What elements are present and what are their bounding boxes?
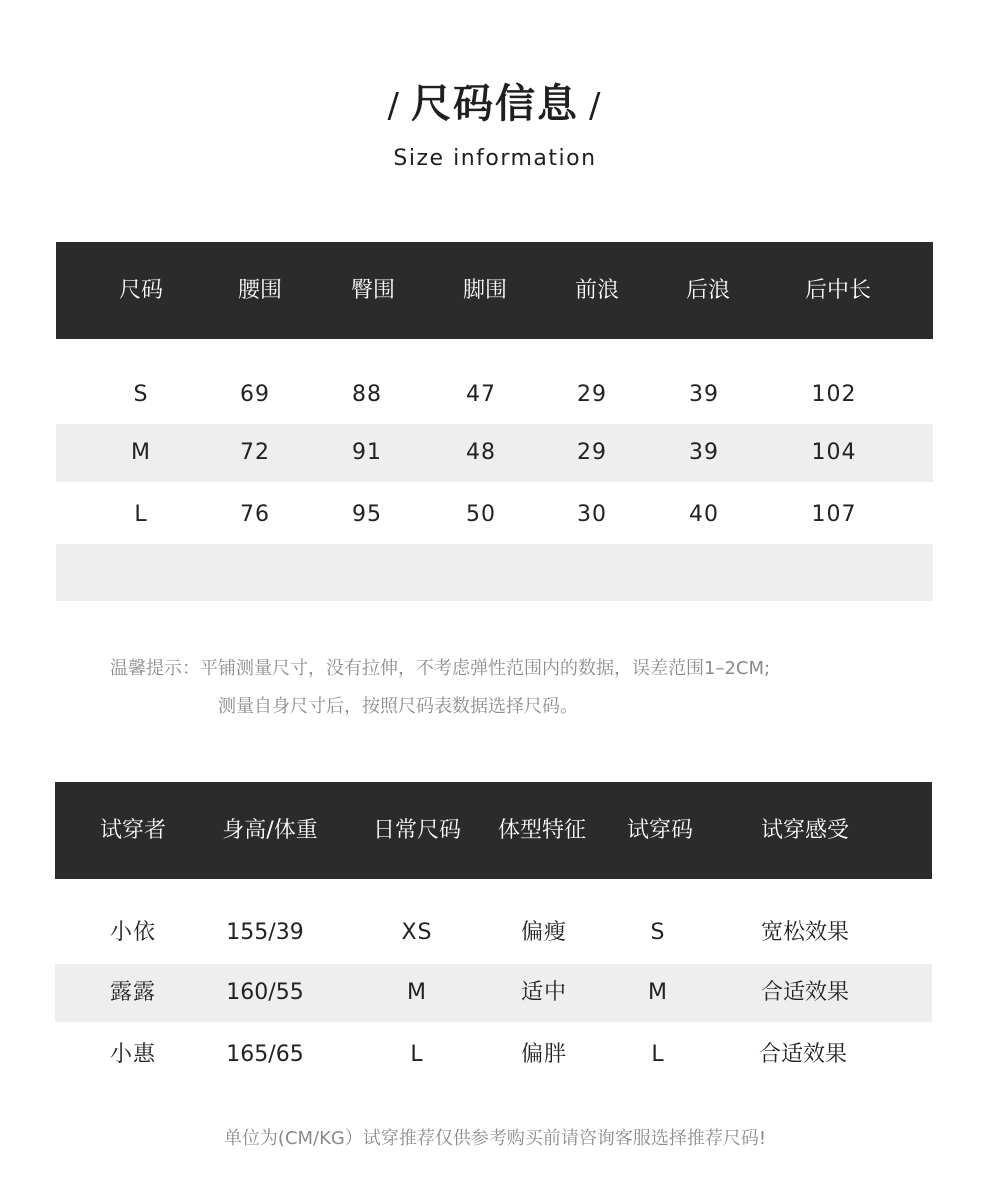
table-cell: 50: [466, 502, 496, 527]
tryon-header-cell: 试穿感受: [760, 818, 849, 843]
page-title: [378, 81, 613, 127]
size-header-cell: 脚围: [462, 278, 507, 303]
table-filler-row: [56, 544, 933, 601]
title-slash-right: /: [589, 86, 603, 126]
table-cell: 69: [240, 382, 270, 407]
tryon-table: [55, 782, 932, 1082]
table-cell: 104: [811, 440, 857, 465]
table-cell: L: [651, 1042, 665, 1067]
size-header-cell: 腰围: [237, 278, 282, 303]
tip-note: [110, 650, 770, 726]
table-cell: 76: [240, 502, 270, 527]
tryon-header-cell: 日常尺码: [372, 818, 461, 843]
size-header-cell: 后中长: [804, 278, 871, 303]
table-cell: 91: [352, 440, 382, 465]
table-cell: 160/55: [226, 980, 304, 1005]
table-cell: M: [648, 980, 668, 1005]
table-row: [55, 904, 932, 962]
table-cell: 102: [811, 382, 857, 407]
tip-line: 测量自身尺寸后，按照尺码表数据选择尺码。: [218, 696, 578, 717]
table-cell: 宽松效果: [760, 920, 849, 945]
title-slash-left: /: [387, 86, 401, 126]
table-cell: 107: [811, 502, 857, 527]
table-cell: 合适效果: [758, 1042, 847, 1067]
size-header-cell: 臀围: [350, 278, 395, 303]
table-cell: 30: [577, 502, 607, 527]
table-cell: 155/39: [226, 920, 304, 945]
table-row: [55, 1026, 932, 1084]
table-cell: S: [133, 382, 149, 407]
tryon-header-cell: 试穿者: [99, 818, 166, 843]
table-cell: 小惠: [109, 1042, 156, 1067]
table-row: [56, 486, 933, 544]
size-header-cell: 前浪: [574, 278, 619, 303]
table-cell: M: [407, 980, 427, 1005]
table-cell: 29: [577, 382, 607, 407]
table-cell: 165/65: [226, 1042, 304, 1067]
tryon-header-cell: 试穿码: [626, 818, 693, 843]
table-cell: 偏瘦: [520, 920, 567, 945]
table-cell: XS: [401, 920, 433, 945]
size-header-cell: 后浪: [685, 278, 730, 303]
tryon-header-cell: 身高/体重: [222, 818, 318, 843]
table-cell: 39: [689, 440, 719, 465]
table-cell: L: [134, 502, 148, 527]
tip-line: 温馨提示：平铺测量尺寸，没有拉伸，不考虑弹性范围内的数据，误差范围1–2CM;: [110, 658, 771, 679]
title-text: 尺码信息: [411, 81, 579, 127]
table-cell: S: [650, 920, 666, 945]
table-cell: 小依: [109, 920, 156, 945]
table-cell: 露露: [109, 980, 156, 1005]
table-cell: 适中: [520, 980, 567, 1005]
table-cell: 72: [240, 440, 270, 465]
size-table: [56, 242, 933, 601]
table-cell: 39: [689, 382, 719, 407]
tryon-header-cell: 体型特征: [497, 818, 586, 843]
table-cell: M: [131, 440, 151, 465]
table-row: [56, 424, 933, 482]
table-cell: 合适效果: [760, 980, 849, 1005]
table-cell: 48: [466, 440, 496, 465]
page-subtitle: Size information: [393, 146, 597, 171]
table-row: [56, 366, 933, 424]
title-wrap: [0, 72, 990, 129]
table-cell: 88: [352, 382, 382, 407]
table-cell: 47: [466, 382, 496, 407]
table-cell: 29: [577, 440, 607, 465]
tryon-table-header: [55, 782, 932, 879]
footer-note: 单位为(CM/KG）试穿推荐仅供参考购买前请咨询客服选择推荐尺码!: [223, 1128, 767, 1149]
table-cell: 95: [352, 502, 382, 527]
table-cell: L: [410, 1042, 424, 1067]
size-header-cell: 尺码: [118, 278, 163, 303]
size-table-header: [56, 242, 933, 339]
table-cell: 40: [689, 502, 719, 527]
table-cell: 偏胖: [520, 1042, 567, 1067]
table-row: [55, 964, 932, 1022]
